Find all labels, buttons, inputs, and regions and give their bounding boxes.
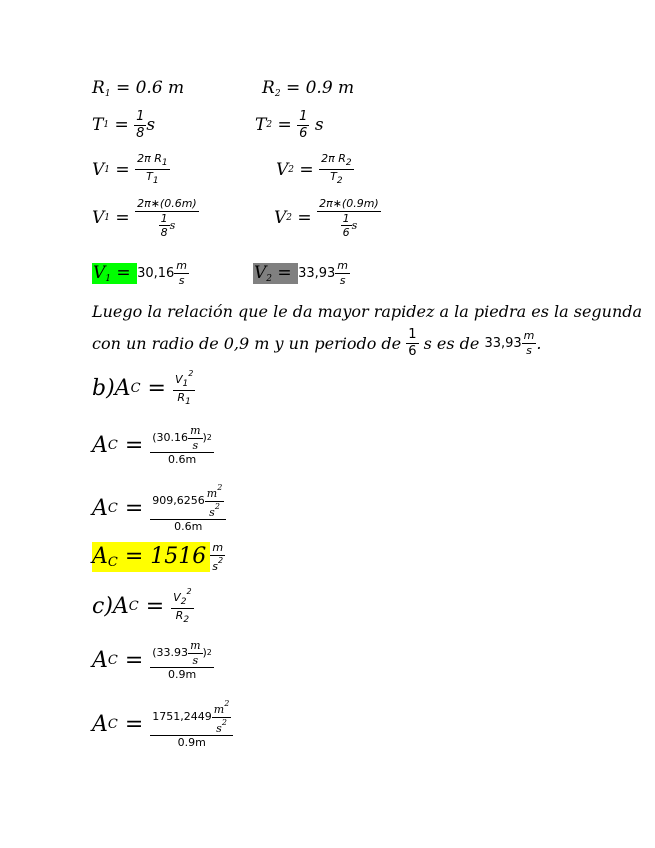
c-f3-unit [212,700,232,734]
v2-den-text: T [330,170,337,184]
b-ac-sub: C [130,381,141,397]
v1b-den-unit: s [169,218,176,232]
b-f1-den: R [177,391,186,405]
t1-den: 8 [136,125,145,141]
t1-equation [92,110,155,140]
v1b-den-num: 1 [160,211,168,225]
b-f1-num-sub: 1 [182,379,189,389]
conclusion-value: 33,93 [484,335,522,351]
b-result-unit-num: m [212,541,224,554]
b-result [92,542,225,572]
c-f2-numerator [150,640,214,668]
v1-fraction [135,153,170,187]
c-f3-unit-den-sup: 2 [221,717,227,727]
c-formula [92,588,194,626]
v2b-var: V [274,208,287,229]
t1-unit: s [146,115,156,136]
v1-num-text: 2π R [137,152,162,165]
v1b-eq: = [110,208,136,229]
c-ac-sub: C [128,599,139,615]
v2b-sub: 2 [286,213,293,224]
t2-sub: 2 [266,120,273,131]
b-f2-num-a: (30.16 [152,431,189,445]
t1-var: T [92,115,104,136]
v1-result [92,260,189,286]
v2-num-text: 2π R [321,152,346,165]
b-f3-denominator: 0.6m [174,520,203,534]
c-f2-unit-num: m [190,639,201,652]
v2-var: V [276,159,289,180]
c-f1-denominator [174,609,191,625]
c3-ac: A [92,711,108,737]
c-f2-num-a: (33.93 [152,646,189,660]
v1b-numerator: 2π∗(0.6m) [137,197,197,210]
v2-den-sub: 2 [336,176,343,187]
v1r-unit-num: m [176,259,188,272]
v1-var: V [92,159,105,180]
b-f2-denominator: 0.6m [167,453,197,467]
r1-value: = 0.6 m [110,78,185,98]
b-result-highlight [92,542,210,572]
v2b-den-num: 1 [342,211,350,225]
b2-eq: = [117,432,151,458]
b-prefix: b) [92,376,115,402]
b-f3-unit-num: m [206,487,218,500]
b-f1-numerator [173,370,195,391]
v2b-den-fraction [341,213,352,239]
v1-sub: 1 [104,164,111,175]
b-result-ac: A [92,544,108,570]
conclusion-unit [522,330,537,356]
b-f3-unit [205,484,225,518]
t2-eq: = [272,115,298,136]
v2b-denominator [339,212,360,239]
c-f1-numerator [171,588,193,609]
b-f2-num-b: ) [202,431,207,445]
b-f1-num: V [174,373,183,386]
v1b-den-fraction [159,213,170,239]
v2b-fraction [317,198,381,239]
c-prefix: c) [92,594,113,620]
r2-sub: 2 [274,89,281,99]
r1-sub: 1 [104,89,111,99]
v1r-eq: = [111,262,137,283]
b-f1-den-sub: 1 [185,397,191,408]
v2b-numerator: 2π∗(0.9m) [319,197,379,210]
v1-num-sub: 1 [161,158,168,168]
v2-sub: 2 [288,164,295,175]
v2-formula [276,153,354,187]
b-result-unit-den-sup: 2 [218,555,224,565]
b-fraction-1 [173,370,195,408]
v2b-eq: = [292,208,318,229]
t1-num: 1 [136,109,145,124]
v1b-sub: 1 [104,213,111,224]
b-f3-unit-den: s [209,505,215,519]
c-f3-unit-den: s [216,721,222,735]
v2b-den-den: 6 [342,226,350,240]
t2-fraction [297,110,309,140]
b-result-ac-sub: C [107,555,118,571]
v1-numerator [135,153,170,170]
t2-var: T [255,115,267,136]
v2-substituted [274,198,381,239]
v1b-fraction [135,198,199,239]
v1r-var: V [93,262,106,283]
c-f3-unit-num-sup: 2 [224,699,230,708]
c-f2-unit [188,640,202,666]
v2r-sub: 2 [266,273,273,284]
conclusion-text-b: s es de [418,333,485,353]
t1-eq: = [109,115,135,136]
v1-result-label [92,263,137,284]
b-result-eq: = [117,544,151,570]
c-ac: A [112,594,129,620]
v1-den-sub: 1 [152,176,159,187]
v1-den-text: T [146,170,153,184]
c-f3-denominator: 0.9m [177,736,206,750]
v2-num-sub: 2 [345,158,352,168]
c-step-3 [92,700,233,749]
b-f2-sup: 2 [206,432,212,442]
v2-numerator [319,153,354,170]
c-step-2 [92,640,214,681]
c2-ac-sub: C [107,652,118,668]
t1-fraction [134,110,146,140]
c-f3-num-a: 1751,2449 [152,710,212,724]
v1r-sub: 1 [105,273,112,284]
b3-eq: = [117,495,151,521]
b-f3-unit-num-sup: 2 [217,483,223,492]
c-f1-num-sup: 2 [186,587,192,596]
b-step-2 [92,425,214,466]
c-f1-den: R [175,609,184,623]
r2-equation [262,78,354,99]
b-f1-denominator [175,391,192,407]
b-f2-unit [188,425,202,451]
b-f3-numerator [150,484,226,520]
t1-sub: 1 [103,120,110,131]
v1-result-unit [174,260,189,286]
v2-result-value: 33,93 [298,265,336,281]
v2-eq: = [294,159,320,180]
b2-ac: A [92,432,108,458]
c-f2-denominator: 0.9m [167,668,197,682]
b-f1-num-sup: 2 [188,369,194,378]
c-f1-num: V [173,591,181,604]
c-f2-unit-den: s [192,653,199,667]
v1r-unit-den: s [178,273,185,287]
conclusion-period-num: 1 [408,327,417,342]
v2-result-unit [335,260,350,286]
v1-substituted [92,198,199,239]
b-ac: A [114,376,131,402]
c-f3-numerator [150,700,233,736]
r1-equation [92,78,184,99]
b3-ac-sub: C [107,500,118,516]
c2-eq: = [117,647,151,673]
c-f2-sup: 2 [206,647,212,657]
conclusion-period-den: 6 [408,343,417,359]
r1-var: R [92,78,105,98]
conclusion-unit-num: m [523,329,535,343]
b-eq: = [140,376,173,402]
c-f1-num-sub: 2 [180,597,187,607]
v2-denominator [328,170,344,186]
b-f2-unit-den: s [192,438,199,452]
t2-unit: s [309,115,324,136]
t2-equation [255,110,324,140]
v2b-den-unit: s [351,218,358,232]
v1-result-value: 30,16 [137,265,175,281]
conclusion-unit-den: s [526,343,532,357]
b-fraction-3 [150,484,226,533]
c-fraction-3 [150,700,233,749]
v2-fraction [319,153,354,187]
v1b-var: V [92,208,105,229]
conclusion-text-a: con un radio de 0,9 m y un periodo de [92,333,407,353]
c3-eq: = [117,711,151,737]
v1-eq: = [110,159,136,180]
v1-formula [92,153,170,187]
b-result-unit [210,542,225,572]
v1b-denominator [157,212,178,239]
c3-ac-sub: C [107,716,118,732]
t2-num: 1 [299,109,308,124]
c-fraction-1 [171,588,193,626]
c2-ac: A [92,647,108,673]
conclusion-period-fraction [406,328,418,358]
r2-var: R [262,78,275,98]
b-f2-unit-num: m [190,424,201,437]
b-f3-unit-den-sup: 2 [214,501,220,511]
v2r-eq: = [272,262,298,283]
b-result-unit-den: s [212,559,218,573]
c-eq: = [138,594,172,620]
b-step-3 [92,484,226,533]
v2r-var: V [254,262,267,283]
v2r-unit-num: m [337,259,349,272]
b-fraction-2 [150,425,214,466]
b-f3-num-a: 909,6256 [152,494,205,508]
conclusion-line-1: Luego la relación que le da mayor rapidez a la piedra es la segunda [92,302,643,321]
b-result-value: 1516 [150,544,207,570]
conclusion-period-end: . [536,333,542,353]
c-f3-unit-num: m [213,703,225,716]
v2-result-label [253,263,298,284]
v2r-unit-den: s [339,273,346,287]
c-f2-num-b: ) [202,646,207,660]
b-formula [92,370,195,408]
b3-ac: A [92,495,108,521]
v1-denominator [144,170,160,186]
t2-den: 6 [299,125,308,141]
b-f2-numerator [150,425,214,453]
conclusion-line-2 [92,328,541,358]
c-f1-den-sub: 2 [183,615,190,626]
c-fraction-2 [150,640,214,681]
r2-value: = 0.9 m [280,78,355,98]
b2-ac-sub: C [107,437,118,453]
v1b-den-den: 8 [160,226,168,240]
v2-result [253,260,350,286]
